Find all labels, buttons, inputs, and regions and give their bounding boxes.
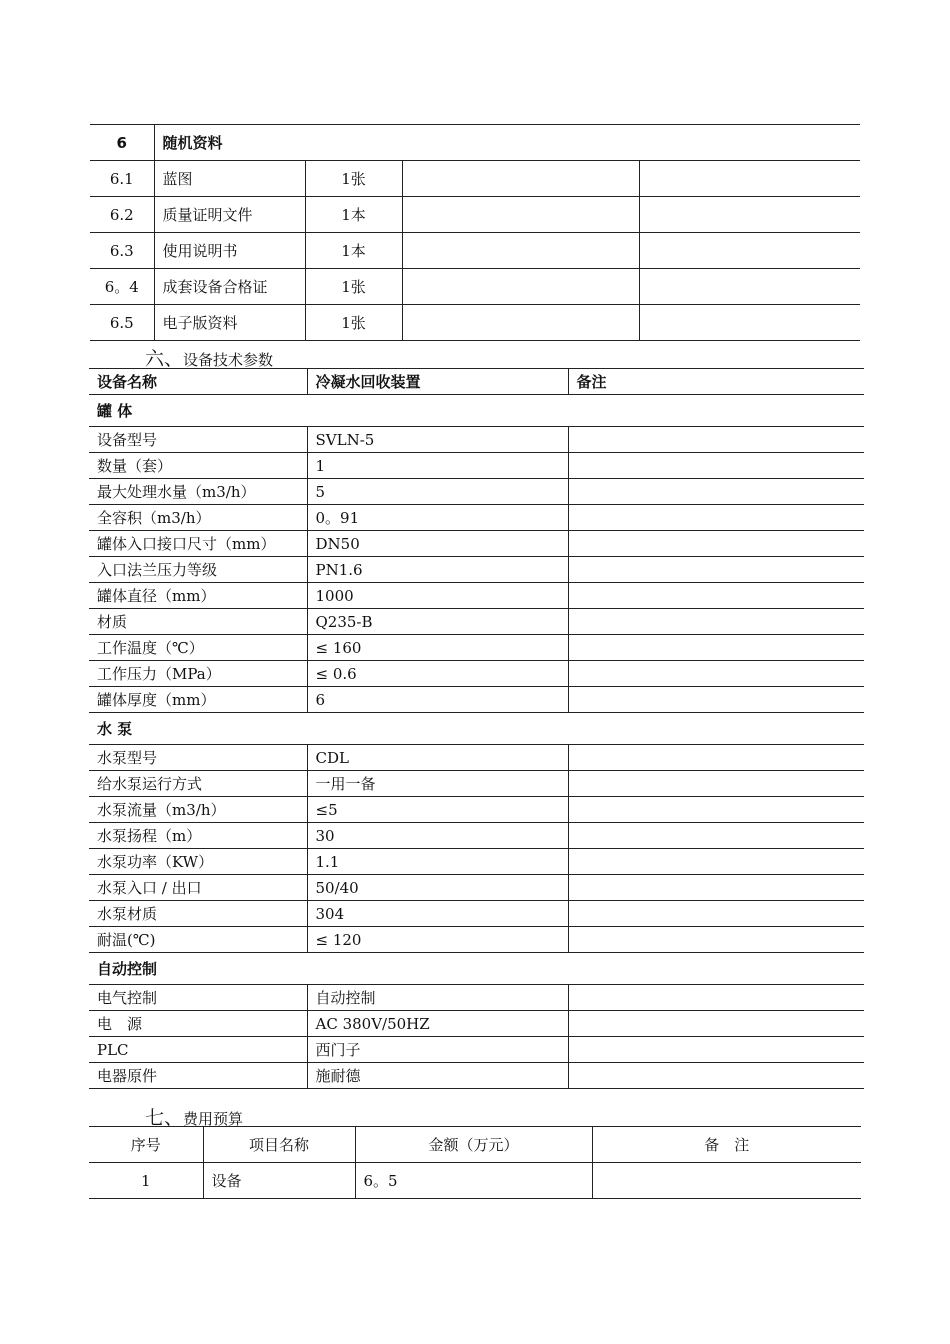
params-header-value: 冷凝水回收装置 [307, 369, 568, 395]
table-row [89, 505, 864, 531]
docs-row-empty [639, 197, 860, 233]
table-row [89, 531, 864, 557]
table-row [89, 635, 864, 661]
params-header-row [89, 369, 864, 395]
param-value: 一用一备 [307, 771, 568, 797]
param-key: 入口法兰压力等级 [89, 557, 307, 583]
param-value: CDL [307, 745, 568, 771]
table-row [90, 233, 860, 269]
params-table [89, 368, 864, 1089]
param-key: 最大处理水量（m3/h） [89, 479, 307, 505]
pump-section-title: 水 泵 [89, 713, 864, 745]
param-note [568, 635, 864, 661]
param-value: ≤5 [307, 797, 568, 823]
docs-row-number: 6.1 [90, 161, 154, 197]
pump-section [89, 713, 864, 953]
budget-row-note [592, 1163, 861, 1199]
table-row [89, 1163, 861, 1199]
docs-table [90, 124, 860, 341]
docs-row-qty: 1张 [305, 305, 402, 341]
docs-row-qty: 1本 [305, 197, 402, 233]
table-row [89, 745, 864, 771]
table-row [89, 901, 864, 927]
param-value: 304 [307, 901, 568, 927]
params-header-name: 设备名称 [89, 369, 307, 395]
table-row [89, 1037, 864, 1063]
tank-section-title: 罐 体 [89, 395, 864, 427]
docs-row-empty [639, 305, 860, 341]
param-value: 自动控制 [307, 985, 568, 1011]
budget-header-amount: 金额（万元） [355, 1127, 592, 1163]
param-note [568, 875, 864, 901]
docs-row-qty: 1张 [305, 269, 402, 305]
section-heading-number: 七、 [145, 1107, 184, 1129]
budget-row-item: 设备 [203, 1163, 355, 1199]
param-key: 水泵型号 [89, 745, 307, 771]
docs-row-name: 电子版资料 [154, 305, 305, 341]
param-note [568, 479, 864, 505]
control-section-title: 自动控制 [89, 953, 864, 985]
param-value: 5 [307, 479, 568, 505]
param-value: 1.1 [307, 849, 568, 875]
docs-row-qty: 1本 [305, 233, 402, 269]
params-header-note: 备注 [568, 369, 864, 395]
param-note [568, 797, 864, 823]
table-row [89, 557, 864, 583]
param-note [568, 531, 864, 557]
docs-row-empty [639, 161, 860, 197]
table-row [89, 583, 864, 609]
param-key: 全容积（m3/h） [89, 505, 307, 531]
param-note [568, 849, 864, 875]
table-row [89, 797, 864, 823]
param-value: 30 [307, 823, 568, 849]
section-heading-text: 设备技术参数 [183, 351, 274, 369]
param-key: 耐温(℃) [89, 927, 307, 953]
param-note [568, 1011, 864, 1037]
param-note [568, 453, 864, 479]
table-row [89, 427, 864, 453]
param-value: ≤ 0.6 [307, 661, 568, 687]
table-row [90, 161, 860, 197]
budget-header-note: 备 注 [592, 1127, 861, 1163]
table-row [89, 771, 864, 797]
param-note [568, 771, 864, 797]
param-note [568, 687, 864, 713]
budget-header-no: 序号 [89, 1127, 203, 1163]
param-note [568, 557, 864, 583]
param-note [568, 661, 864, 687]
docs-section-row [90, 125, 860, 161]
param-key: 水泵入口 / 出口 [89, 875, 307, 901]
param-value: AC 380V/50HZ [307, 1011, 568, 1037]
budget-header-row [89, 1127, 861, 1163]
docs-row-name: 蓝图 [154, 161, 305, 197]
param-value: ≤ 160 [307, 635, 568, 661]
table-row [90, 305, 860, 341]
param-key: 水泵功率（KW） [89, 849, 307, 875]
param-key: 电气控制 [89, 985, 307, 1011]
table-row [89, 823, 864, 849]
param-key: 水泵扬程（m） [89, 823, 307, 849]
param-key: 数量（套） [89, 453, 307, 479]
table-row [89, 849, 864, 875]
param-note [568, 901, 864, 927]
control-section [89, 953, 864, 1089]
section-title-row [89, 953, 864, 985]
param-key: 罐体直径（mm） [89, 583, 307, 609]
param-note [568, 745, 864, 771]
param-value: ≤ 120 [307, 927, 568, 953]
table-row [89, 875, 864, 901]
param-note [568, 823, 864, 849]
param-note [568, 427, 864, 453]
param-note [568, 505, 864, 531]
param-note [568, 1037, 864, 1063]
budget-row-amount: 6。5 [355, 1163, 592, 1199]
param-key: 电 源 [89, 1011, 307, 1037]
param-value: SVLN-5 [307, 427, 568, 453]
param-key: 电器原件 [89, 1063, 307, 1089]
budget-table [89, 1126, 861, 1199]
docs-row-empty [639, 233, 860, 269]
param-key: 罐体入口接口尺寸（mm） [89, 531, 307, 557]
docs-row-name: 使用说明书 [154, 233, 305, 269]
docs-row-empty [402, 269, 639, 305]
budget-header-item: 项目名称 [203, 1127, 355, 1163]
param-value: 6 [307, 687, 568, 713]
param-note [568, 583, 864, 609]
docs-section-title: 随机资料 [154, 125, 860, 161]
param-key: 给水泵运行方式 [89, 771, 307, 797]
table-row [90, 197, 860, 233]
param-key: 设备型号 [89, 427, 307, 453]
docs-row-name: 成套设备合格证 [154, 269, 305, 305]
docs-row-empty [402, 161, 639, 197]
param-value: 西门子 [307, 1037, 568, 1063]
param-key: 水泵材质 [89, 901, 307, 927]
docs-section-number: 6 [90, 125, 154, 161]
budget-row-no: 1 [89, 1163, 203, 1199]
table-row [89, 1063, 864, 1089]
docs-row-empty [402, 305, 639, 341]
param-value: 1 [307, 453, 568, 479]
table-row [89, 985, 864, 1011]
tank-section [89, 395, 864, 713]
table-row [89, 1011, 864, 1037]
section-heading-number: 六、 [145, 348, 184, 370]
param-value: 施耐德 [307, 1063, 568, 1089]
param-key: 水泵流量（m3/h） [89, 797, 307, 823]
table-row [89, 609, 864, 635]
docs-row-empty [639, 269, 860, 305]
table-row [89, 661, 864, 687]
param-note [568, 609, 864, 635]
docs-row-empty [402, 233, 639, 269]
param-key: 罐体厚度（mm） [89, 687, 307, 713]
docs-row-qty: 1张 [305, 161, 402, 197]
param-value: 0。91 [307, 505, 568, 531]
param-value: Q235-B [307, 609, 568, 635]
param-value: DN50 [307, 531, 568, 557]
param-note [568, 1063, 864, 1089]
table-row [89, 687, 864, 713]
docs-row-empty [402, 197, 639, 233]
param-key: 材质 [89, 609, 307, 635]
param-note [568, 985, 864, 1011]
param-value: 1000 [307, 583, 568, 609]
param-key: 工作压力（MPa） [89, 661, 307, 687]
docs-row-number: 6.2 [90, 197, 154, 233]
section-heading-text: 费用预算 [183, 1110, 244, 1128]
table-row [90, 269, 860, 305]
docs-row-name: 质量证明文件 [154, 197, 305, 233]
param-note [568, 927, 864, 953]
param-key: 工作温度（℃） [89, 635, 307, 661]
table-row [89, 453, 864, 479]
docs-row-number: 6.3 [90, 233, 154, 269]
table-row [89, 927, 864, 953]
param-value: 50/40 [307, 875, 568, 901]
section-title-row [89, 713, 864, 745]
param-key: PLC [89, 1037, 307, 1063]
docs-row-number: 6.5 [90, 305, 154, 341]
table-row [89, 479, 864, 505]
section-heading-6 [145, 344, 273, 371]
param-value: PN1.6 [307, 557, 568, 583]
docs-row-number: 6。4 [90, 269, 154, 305]
section-title-row [89, 395, 864, 427]
